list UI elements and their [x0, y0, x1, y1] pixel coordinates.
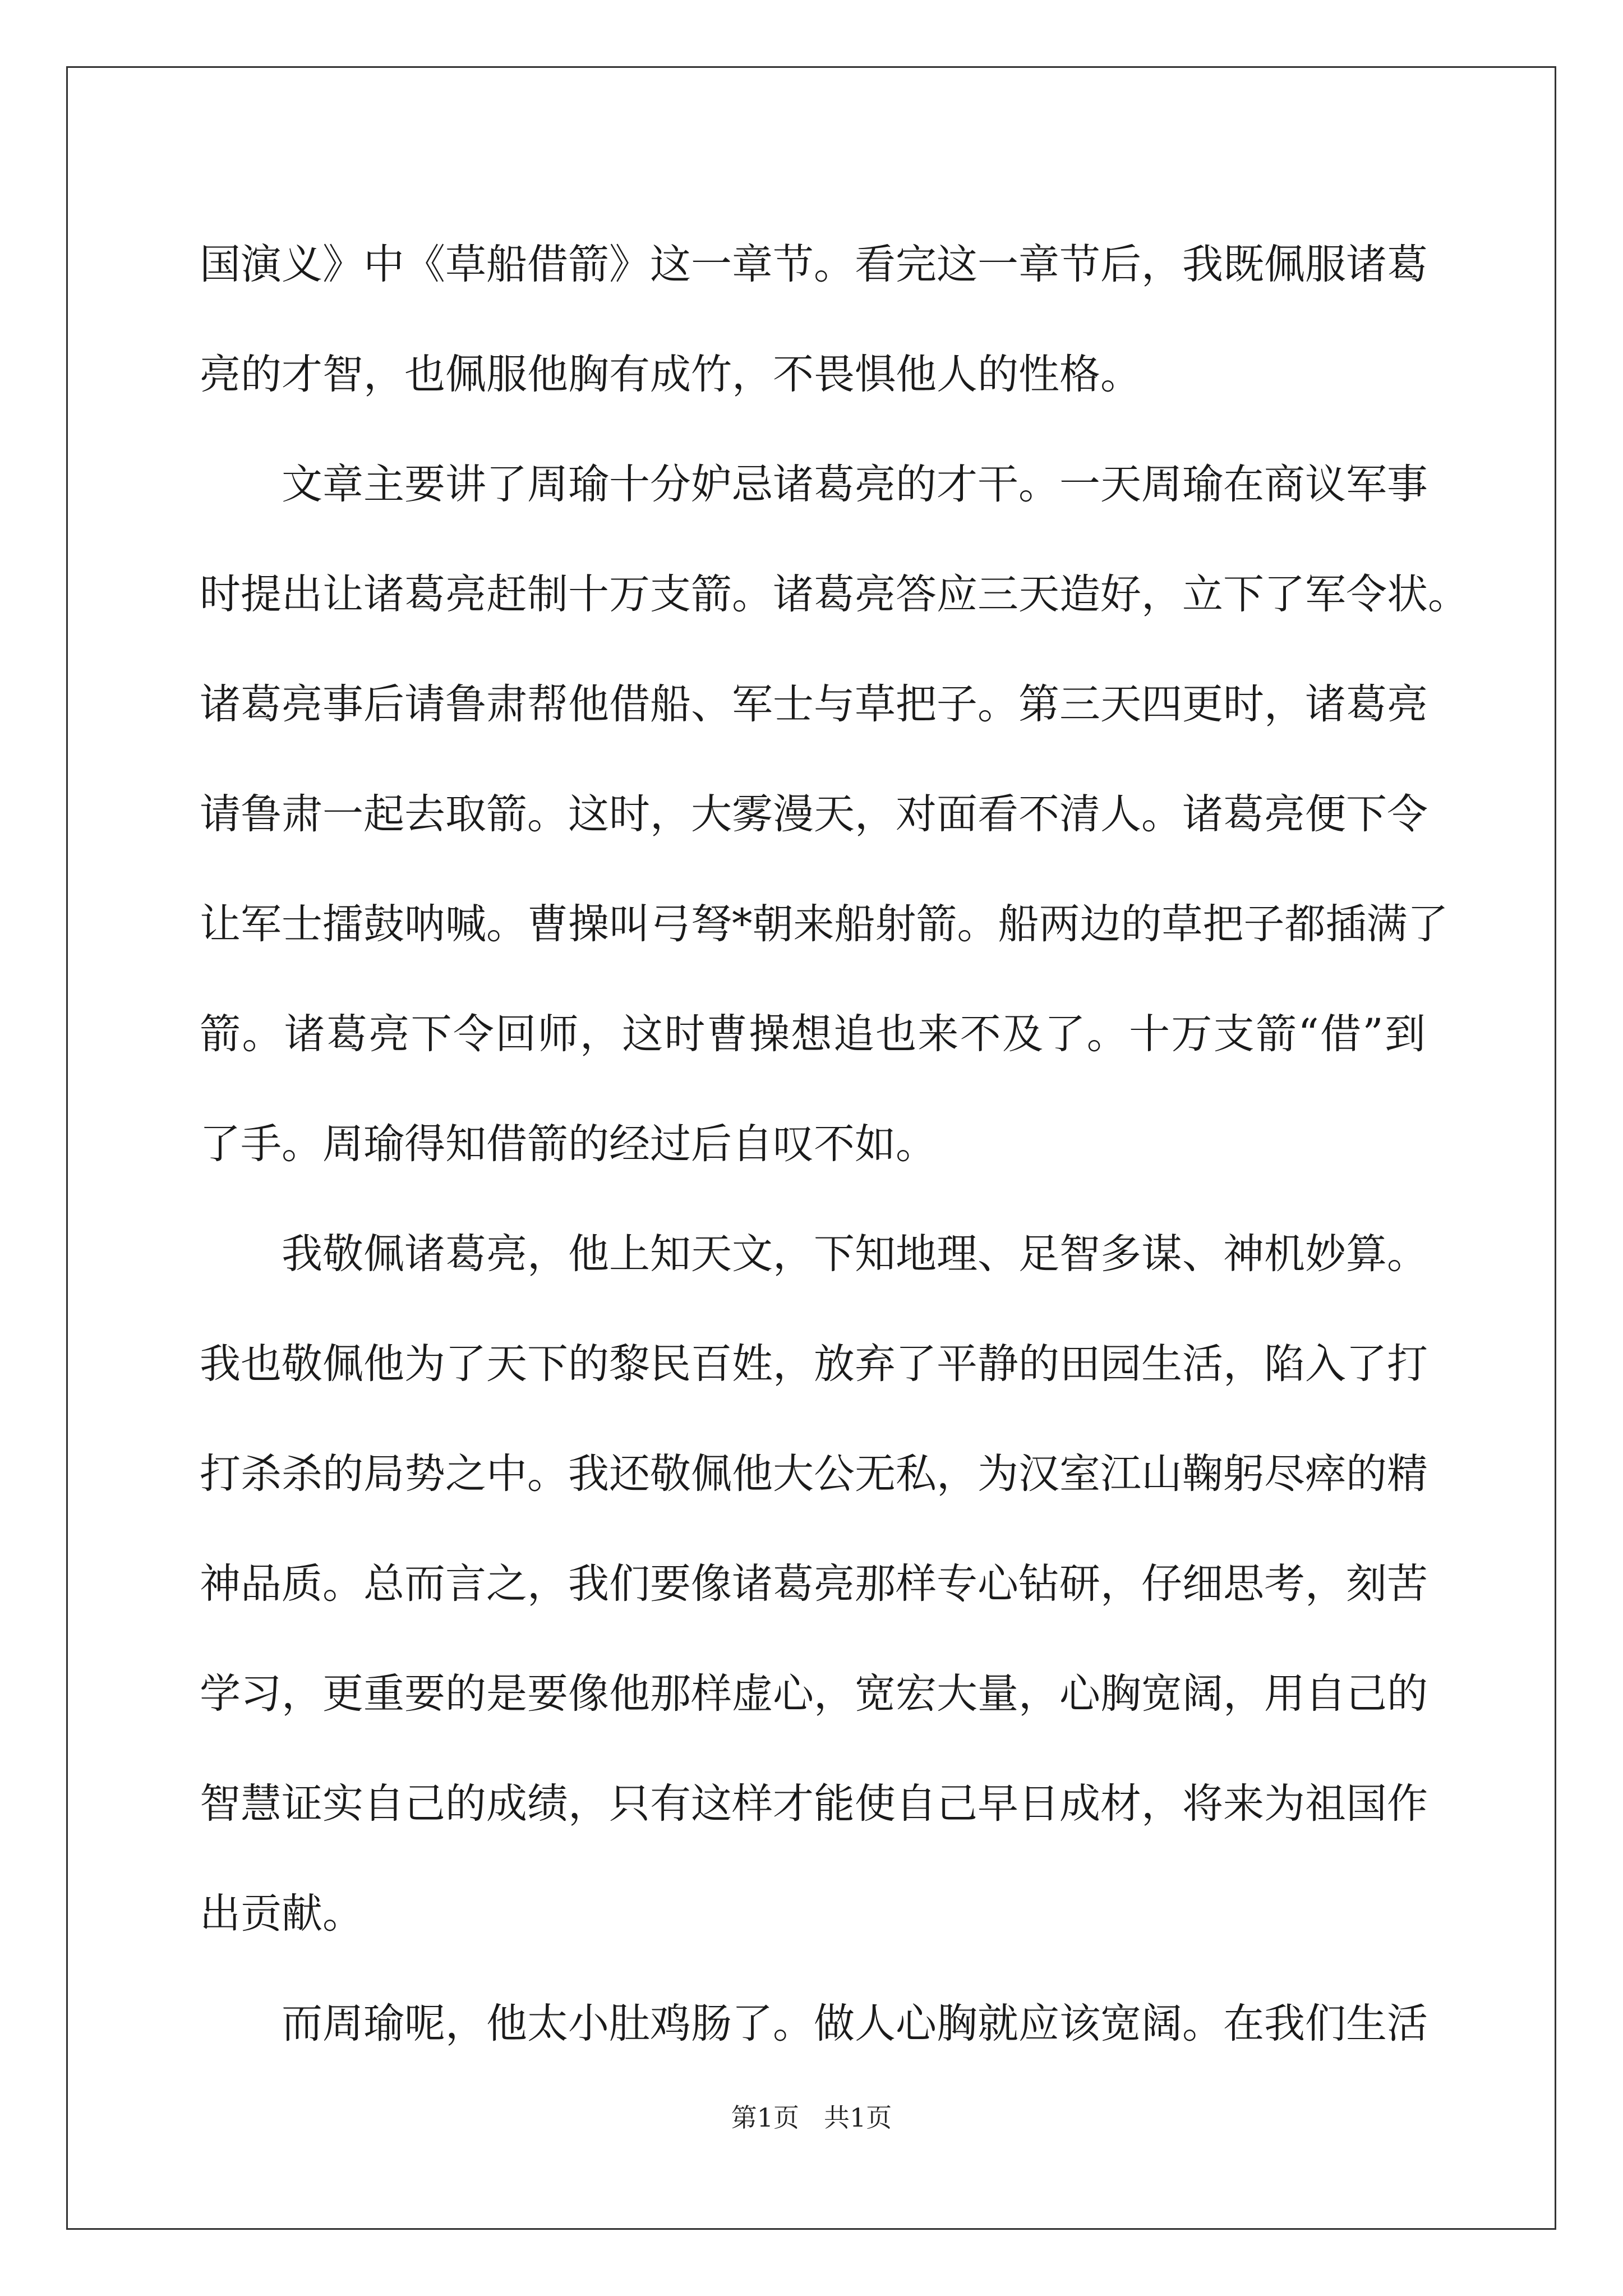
page-total: 共1页 [823, 2102, 892, 2133]
text-line: 箭。诸葛亮下令回师，这时曹操想追也来不及了。十万支箭“借”到 [200, 1010, 1426, 1058]
text-line: 打杀杀的局势之中。我还敬佩他大公无私，为汉室江山鞠躬尽瘁的精 [200, 1450, 1428, 1498]
document-body [200, 210, 1469, 2079]
page-number: 第1页 [731, 2102, 800, 2133]
text-line: 让军士擂鼓呐喊。曹操叫弓弩*朝来船射箭。船两边的草把子都插满了 [200, 900, 1449, 948]
text-line: 智慧证实自己的成绩，只有这样才能使自己早日成材，将来为祖国作 [200, 1780, 1428, 1828]
text-line: 了手。周瑜得知借箭的经过后自叹不如。 [200, 1120, 937, 1168]
text-line: 亮的才智，也佩服他胸有成竹，不畏惧他人的性格。 [200, 351, 1141, 398]
text-line: 学习，更重要的是要像他那样虚心，宽宏大量，心胸宽阔，用自己的 [200, 1670, 1428, 1718]
paragraph-start-line: 而周瑜呢，他太小肚鸡肠了。做人心胸就应该宽阔。在我们生活 [282, 2000, 1428, 2047]
text-line: 国演义》中《草船借箭》这一章节。看完这一章节后，我既佩服诸葛 [200, 241, 1428, 288]
text-line: 请鲁肃一起去取箭。这时，大雾漫天，对面看不清人。诸葛亮便下令 [200, 790, 1428, 838]
text-line: 我也敬佩他为了天下的黎民百姓，放弃了平静的田园生活，陷入了打 [200, 1340, 1428, 1388]
paragraph-start-line: 文章主要讲了周瑜十分妒忌诸葛亮的才干。一天周瑜在商议军事 [282, 461, 1428, 508]
paragraph-start-line: 我敬佩诸葛亮，他上知天文，下知地理、足智多谋、神机妙算。 [282, 1230, 1428, 1278]
page-footer [0, 2101, 1623, 2134]
text-line: 时提出让诸葛亮赶制十万支箭。诸葛亮答应三天造好，立下了军令状。 [200, 570, 1469, 618]
text-line: 神品质。总而言之，我们要像诸葛亮那样专心钻研，仔细思考，刻苦 [200, 1560, 1428, 1608]
text-line: 诸葛亮事后请鲁肃帮他借船、军士与草把子。第三天四更时，诸葛亮 [200, 680, 1428, 728]
text-line: 出贡献。 [200, 1890, 363, 1938]
